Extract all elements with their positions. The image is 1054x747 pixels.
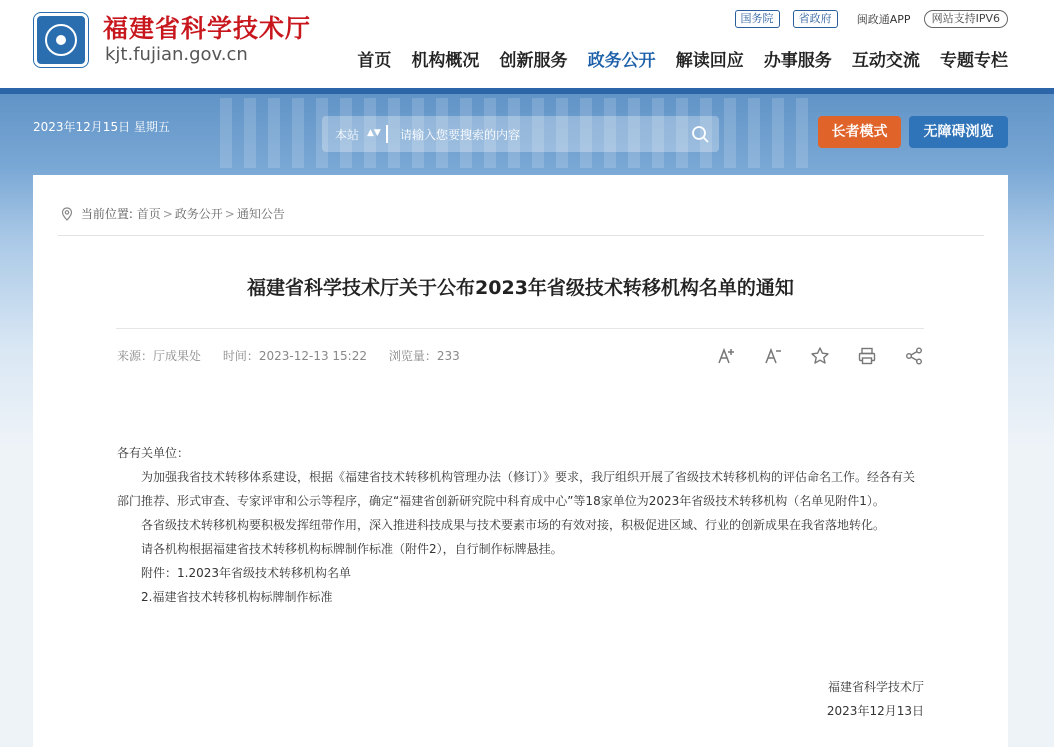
site-domain: kjt.fujian.gov.cn <box>105 44 248 65</box>
breadcrumb-notices[interactable]: 通知公告 <box>236 207 285 221</box>
emblem-logo-icon[interactable] <box>34 13 88 67</box>
breadcrumb-home[interactable]: 首页 <box>136 207 161 221</box>
breadcrumb <box>61 205 285 222</box>
elder-mode-button[interactable]: 长者模式 <box>818 116 901 148</box>
banner-band <box>0 88 1054 94</box>
nav-home[interactable]: 首页 <box>357 51 392 71</box>
nav-interaction[interactable]: 互动交流 <box>851 51 920 71</box>
site-header <box>0 0 1054 88</box>
font-increase-icon[interactable] <box>716 346 736 366</box>
nav-topics[interactable]: 专题专栏 <box>940 51 1008 71</box>
current-date: 2023年12月15日 星期五 <box>33 120 170 134</box>
site-title[interactable]: 福建省科学技术厅 <box>103 14 312 43</box>
sign-date: 2023年12月13日 <box>826 704 924 718</box>
nav-services[interactable]: 办事服务 <box>763 51 832 71</box>
breadcrumb-gov-affairs[interactable]: 政务公开 <box>174 207 223 221</box>
search-bar <box>322 116 719 152</box>
article-views: 浏览量：233 <box>388 349 460 363</box>
ipv6-badge: 网站支持IPV6 <box>924 10 1008 28</box>
search-scope-select[interactable]: 本站 <box>335 128 360 142</box>
salutation: 各有关单位： <box>117 446 190 460</box>
top-links <box>727 8 1008 28</box>
top-link-state-council[interactable]: 国务院 <box>735 10 780 28</box>
top-link-provincial-gov[interactable]: 省政府 <box>793 10 838 28</box>
breadcrumb-label: 当前位置: <box>80 207 133 221</box>
article-meta <box>117 347 478 364</box>
nav-about[interactable]: 机构概况 <box>411 51 480 71</box>
divider <box>58 235 984 236</box>
emblem-center <box>56 35 66 45</box>
article-source: 来源：厅成果处 <box>117 349 202 363</box>
signature: 福建省科学技术厅 <box>827 680 924 694</box>
article-time: 时间：2023-12-13 15:22 <box>222 349 367 363</box>
article-tools <box>694 345 924 366</box>
print-icon[interactable] <box>857 346 877 366</box>
search-divider <box>386 125 388 143</box>
divider <box>116 328 924 329</box>
search-icon[interactable] <box>691 125 709 143</box>
paragraph: 为加强我省技术转移体系建设，根据《福建省技术转移机构管理办法（修订）》要求，我厅组织开展了省级技术转移机构的评估命名工作。经各有关部门推荐、形式审查、专家评审和公示等程序，确定“福建省创新研究院中科育成中心”等18家单位为2023年省级技术转移机构（名单见附件1）。 <box>117 470 916 508</box>
attachment-link-1[interactable]: 附件：1.2023年省级技术转移机构名单 <box>141 566 351 580</box>
article-body <box>117 441 925 609</box>
breadcrumb-separator: > <box>224 206 235 221</box>
updown-arrow-icon[interactable]: ▲▼ <box>367 128 381 138</box>
accessible-browse-button[interactable]: 无障碍浏览 <box>909 116 1008 148</box>
paragraph: 各省级技术转移机构要积极发挥纽带作用，深入推进科技成果与技术要素市场的有效对接，积极促进区域、行业的创新成果在我省落地转化。 <box>141 518 886 532</box>
main-nav <box>342 46 1008 71</box>
search-input[interactable]: 请输入您要搜索的内容 <box>400 128 521 142</box>
nav-gov-affairs[interactable]: 政务公开 <box>587 51 656 71</box>
nav-innovation[interactable]: 创新服务 <box>499 51 568 71</box>
location-pin-icon <box>61 207 73 221</box>
article-card <box>33 175 1008 747</box>
attachment-link-2[interactable]: 2.福建省技术转移机构标牌制作标准 <box>141 590 333 604</box>
paragraph: 请各机构根据福建省技术转移机构标牌制作标准（附件2），自行制作标牌悬挂。 <box>141 542 563 556</box>
breadcrumb-separator: > <box>162 206 173 221</box>
nav-interpretation[interactable]: 解读回应 <box>675 51 744 71</box>
top-link-app[interactable]: 闽政通APP <box>856 12 911 26</box>
font-decrease-icon[interactable] <box>763 346 783 366</box>
share-icon[interactable] <box>904 346 924 366</box>
signoff <box>827 675 924 723</box>
article-title: 福建省科学技术厅关于公布2023年省级技术转移机构名单的通知 <box>247 277 794 299</box>
star-icon[interactable] <box>810 346 830 366</box>
